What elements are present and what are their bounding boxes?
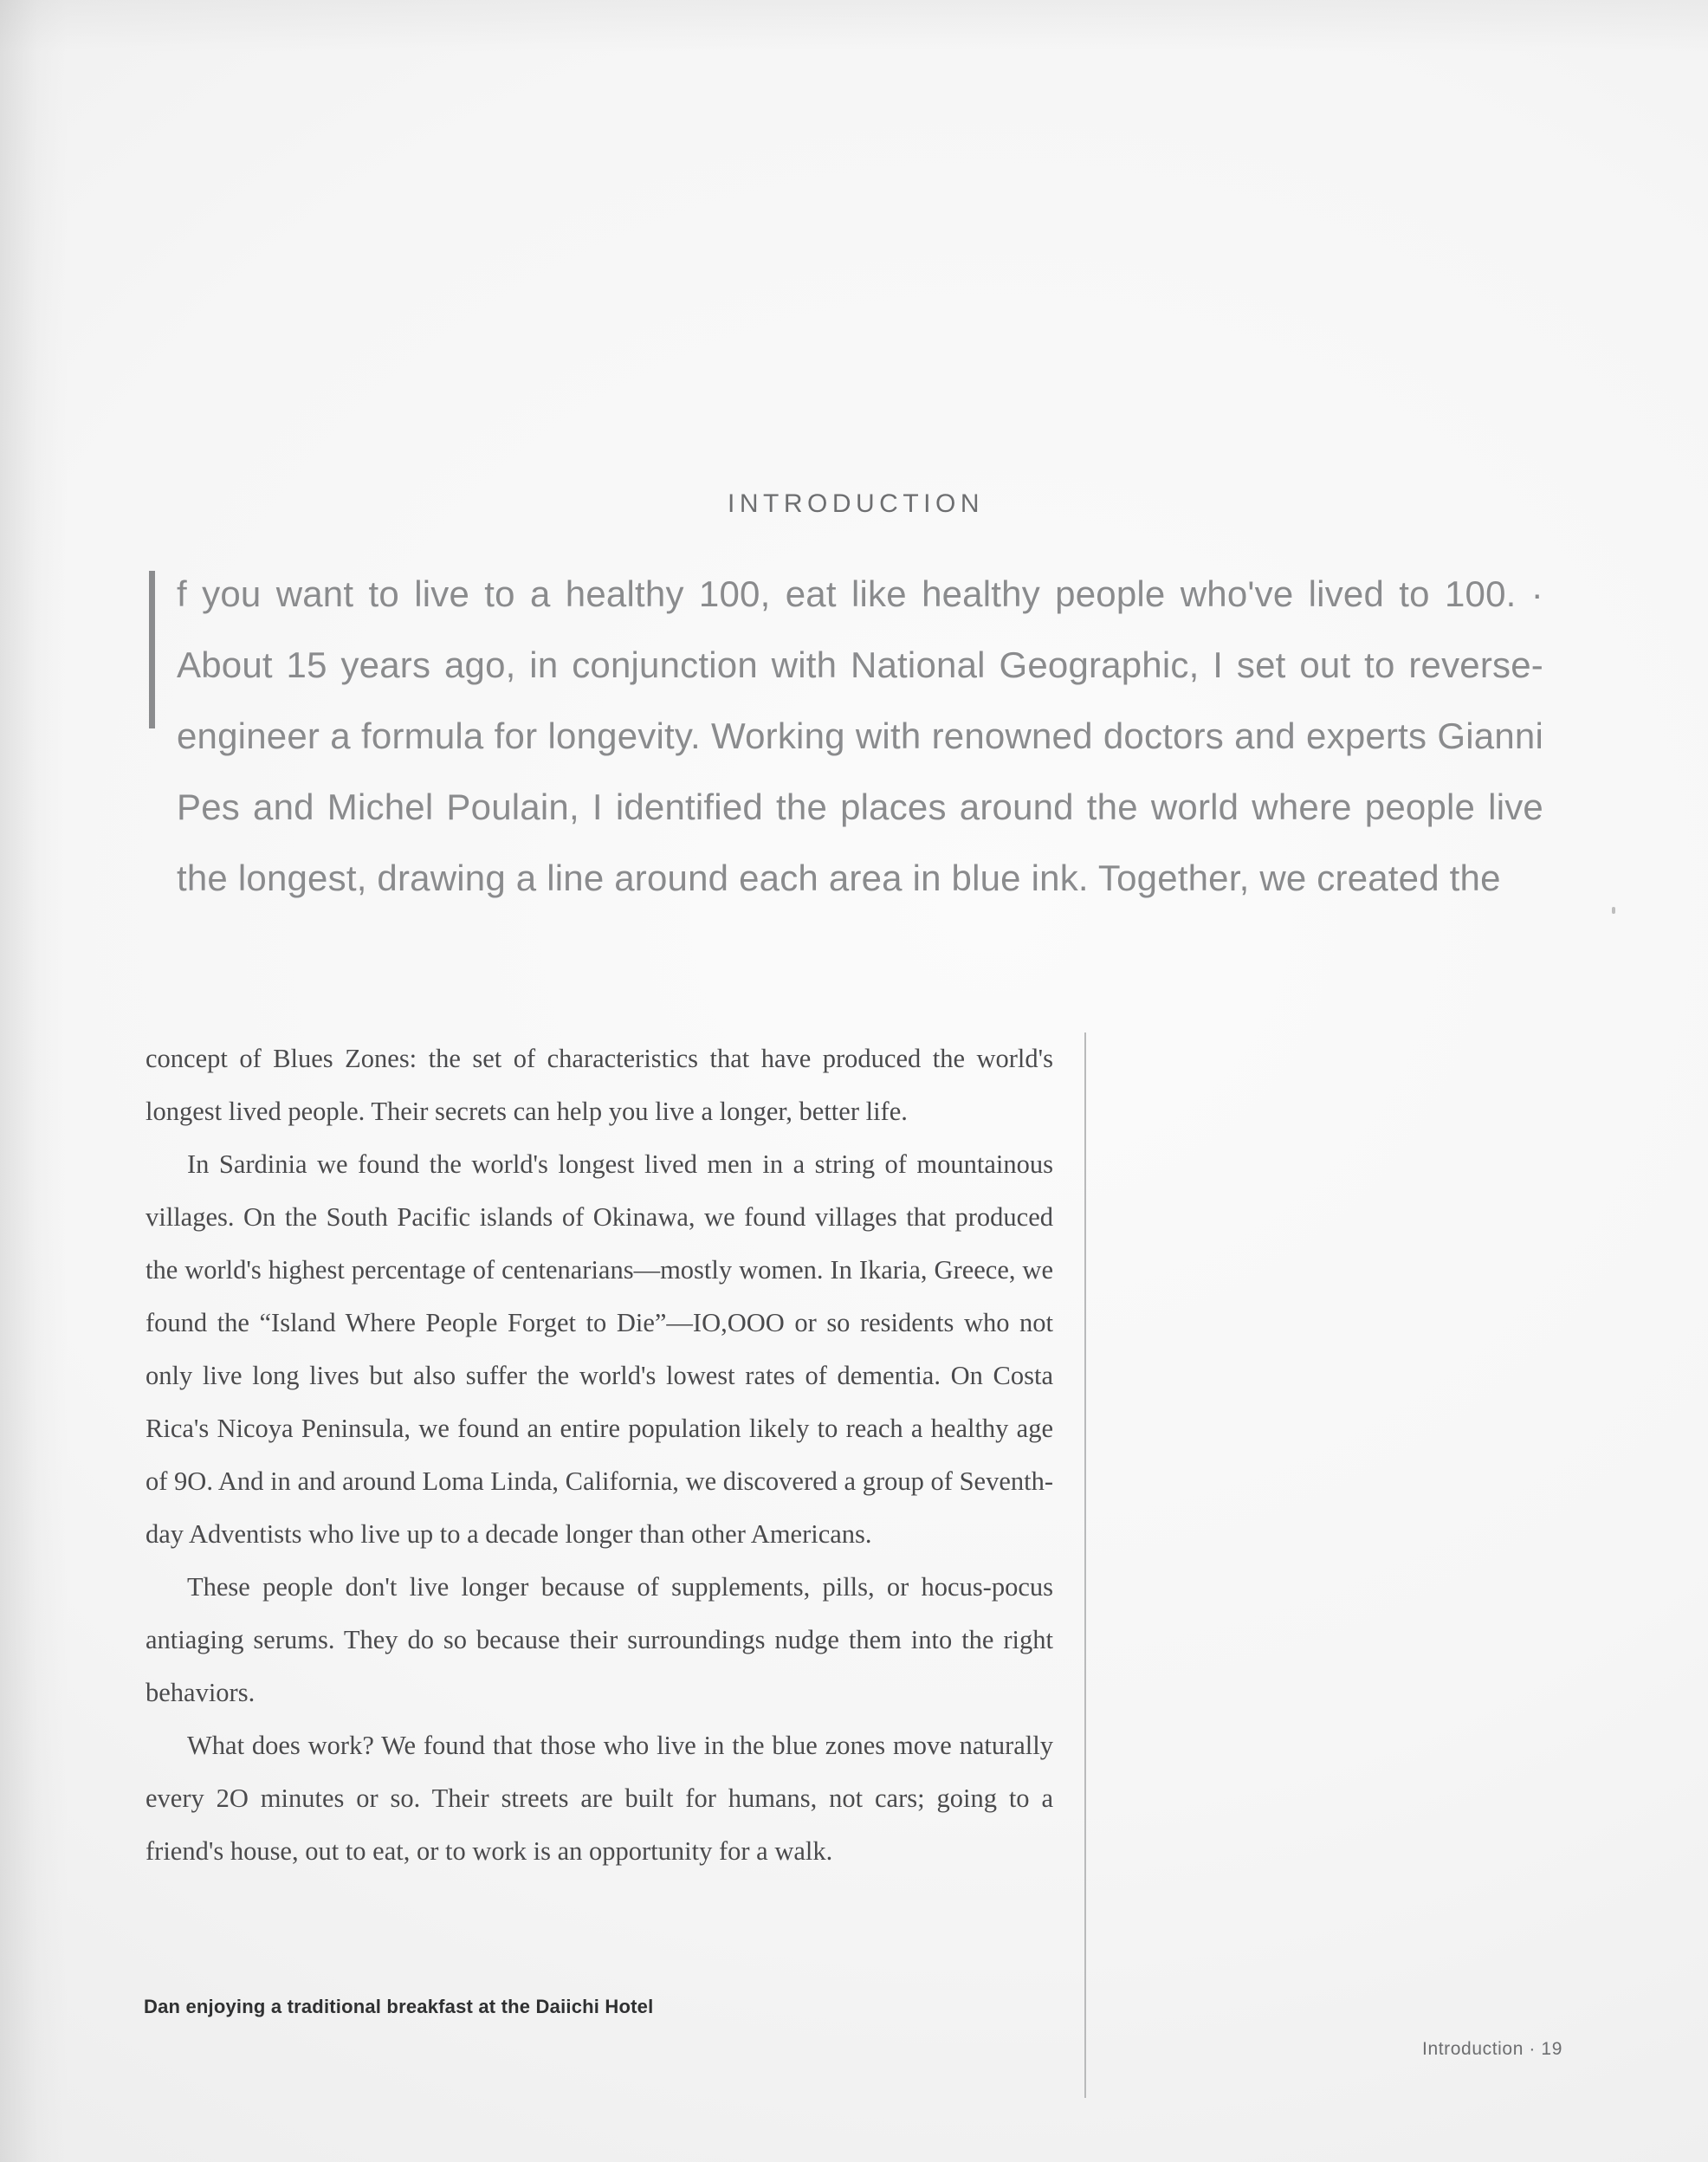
body-paragraph-3: These people don't live longer because of supplements, pills, or hocus-pocus antiaging serums. They do so because their surroundings nudge them into the right behaviors.	[146, 1572, 1053, 1707]
body-column	[146, 1032, 1086, 2098]
page-folio: Introduction · 19	[1422, 2039, 1562, 2059]
scan-speck	[1612, 907, 1615, 914]
photo-caption: Dan enjoying a traditional breakfast at the Daiichi Hotel	[144, 1996, 654, 2017]
body-paragraph-4: What does work? We found that those who live in the blue zones move naturally every 2O minutes or so. Their streets are built for humans, not cars; going to a friend's house, out to eat, or to work is an opportunity for a walk.	[146, 1731, 1053, 1866]
body-paragraph-1: concept of Blues Zones: the set of characteristics that have produced the world's longest lived people. Their secrets can help you live a longer, better life.	[146, 1044, 1053, 1126]
section-title: INTRODUCTION	[728, 489, 984, 518]
body-paragraph-2: In Sardinia we found the world's longest lived men in a string of mountainous villages. On the South Pacific islands of Okinawa, we found villages that produced the world's highest percentage of centenarians—mostly women. In Ikaria, Greece, we found the “Island Where People Forget to Die”—IO,OOO or so residents who not only live long lives but also suffer the world's lowest rates of dementia. On Costa Rica's Nicoya Peninsula, we found an entire population likely to reach a healthy age of 9O. And in and around Loma Linda, California, we discovered a group of Seventh-day Adventists who live up to a decade longer than other Americans.	[146, 1149, 1053, 1549]
intro-paragraph: f you want to live to a healthy 100, eat like healthy people who've lived to 100. · About 15 years ago, in conjunction with National Geographic, I set out to reverse-engineer a formula for longevity. Working with renowned doctors and experts Gianni Pes and Michel Poulain, I identified the places around the world where people live the longest, drawing a line around each area in blue ink. Together, we created the	[177, 573, 1543, 898]
drop-cap-rule	[149, 571, 155, 728]
intro-block	[149, 559, 1543, 914]
